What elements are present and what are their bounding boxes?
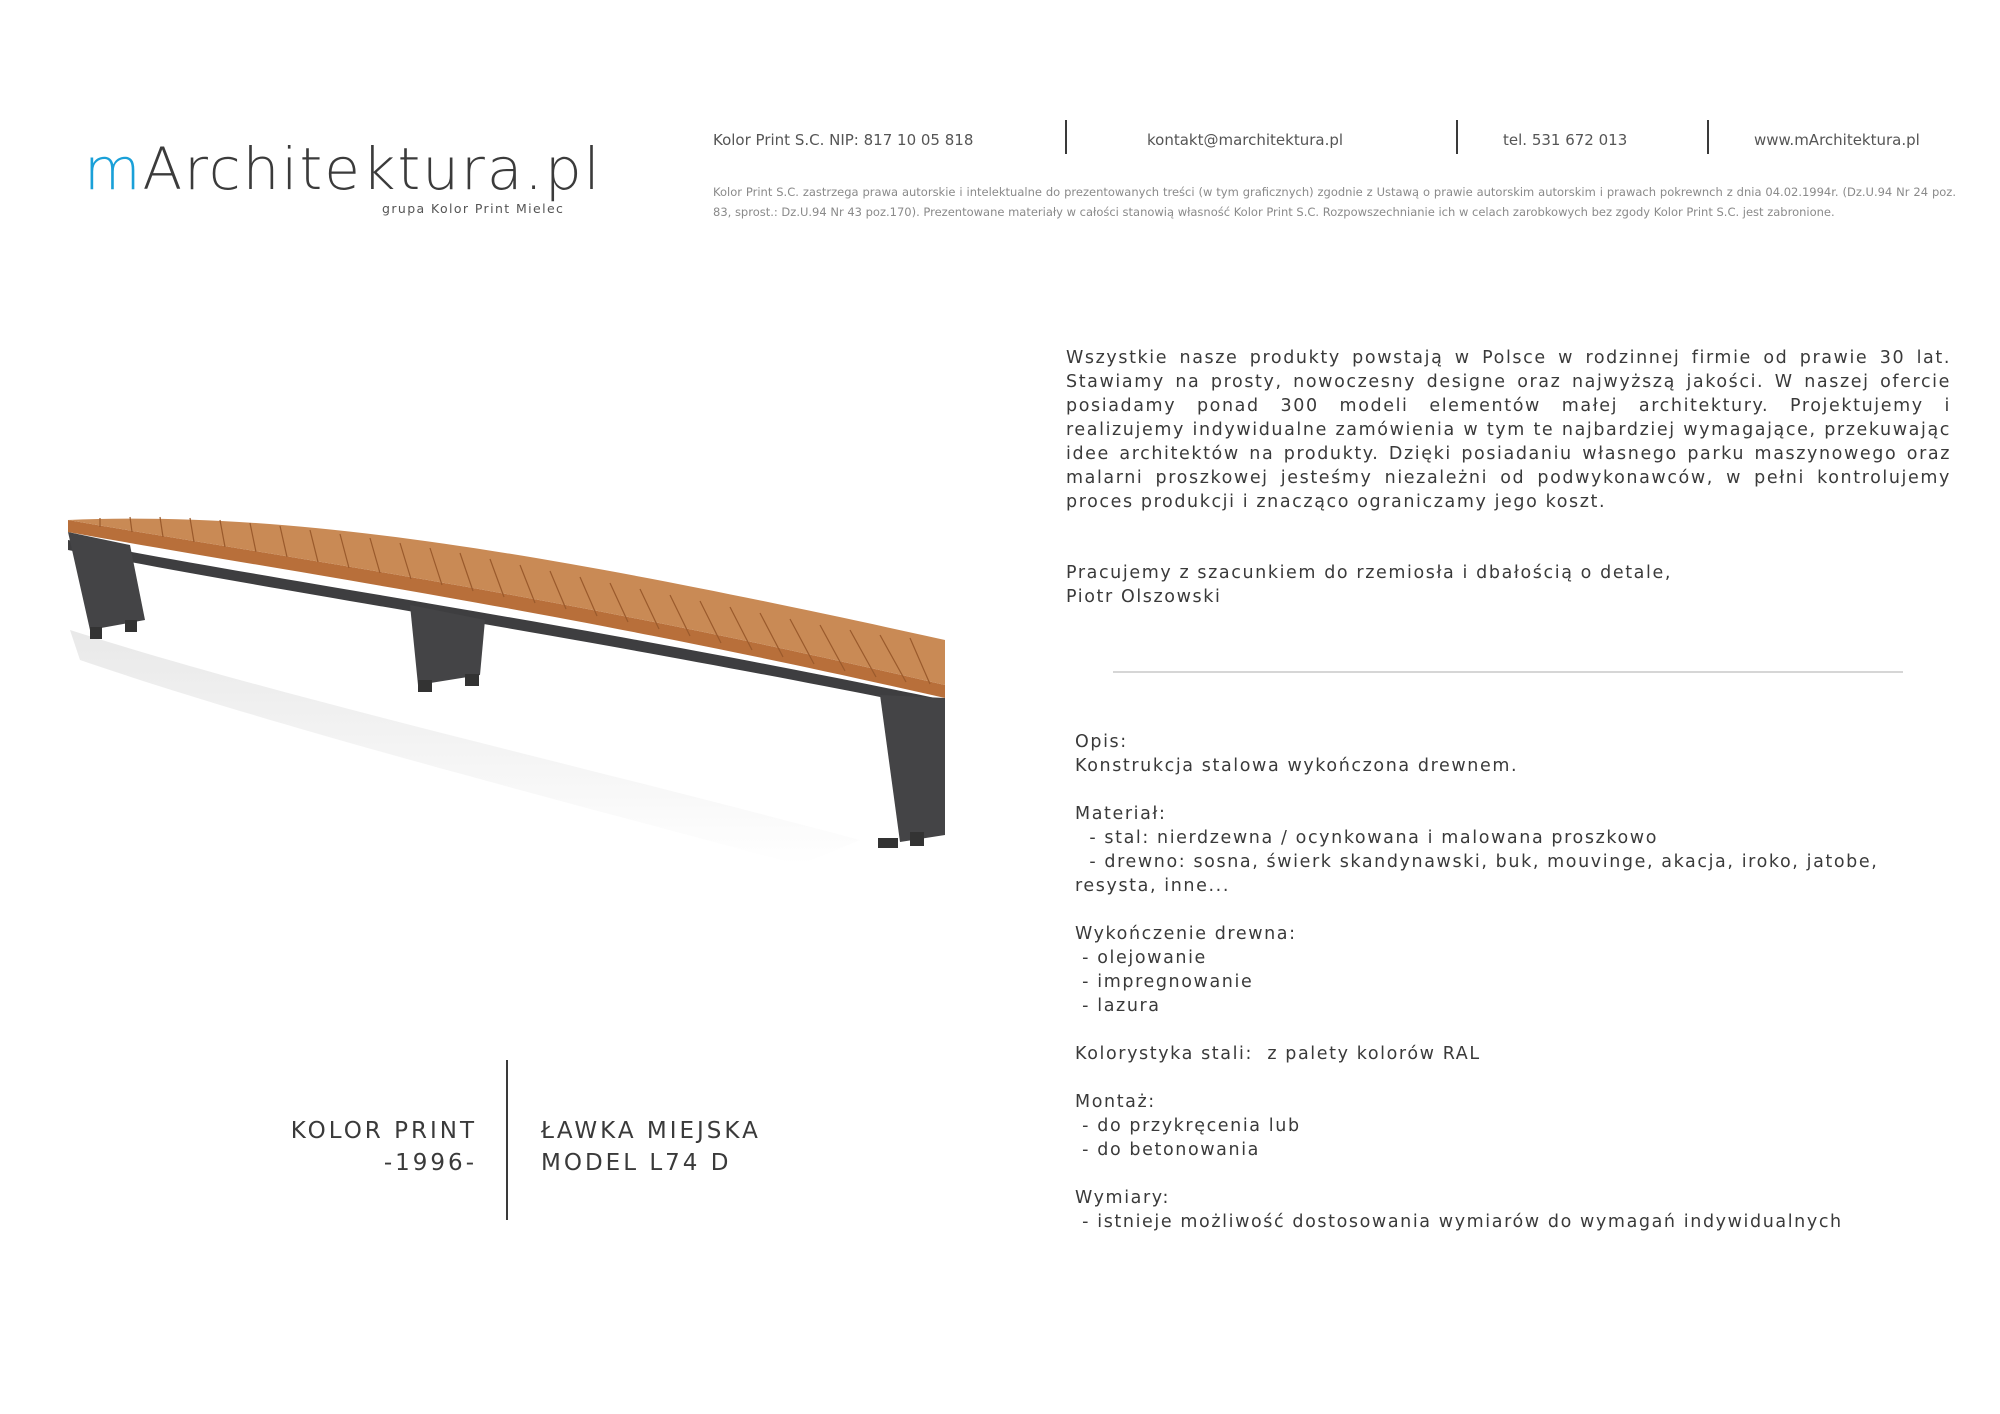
material-label: Materiał: (1075, 804, 1167, 824)
closing-note (1066, 561, 1951, 609)
logo (84, 135, 602, 203)
finish-item: - olejowanie (1075, 948, 1207, 968)
logo-text: Architektura.pl (142, 135, 602, 203)
finish-item: - lazura (1075, 996, 1161, 1016)
dimensions-text: - istnieje możliwość dostosowania wymiarów do wymagań indywidualnych (1075, 1212, 1843, 1232)
mount-label: Montaż: (1075, 1092, 1156, 1112)
brand-block (270, 1115, 477, 1179)
logo-subtitle: grupa Kolor Print Mielec (382, 201, 565, 216)
material-wood: - drewno: sosna, świerk skandynawski, buk, mouvinge, akacja, iroko, jatobe, resysta, inne... (1075, 852, 1886, 896)
intro-paragraph (1066, 346, 1951, 514)
description-block (1075, 730, 1955, 778)
dimensions-block (1075, 1186, 1955, 1234)
product-title (541, 1115, 941, 1179)
closing-text: Pracujemy z szacunkiem do rzemiosła i dbałością o detale, (1066, 563, 1672, 583)
brand-name: KOLOR PRINT (290, 1118, 477, 1144)
header-divider (1707, 120, 1709, 154)
mount-item: - do betonowania (1075, 1140, 1260, 1160)
color-block (1075, 1042, 1955, 1066)
bench-image (40, 470, 960, 910)
product-specs (1075, 730, 1955, 1258)
email-link[interactable]: kontakt@marchitektura.pl (1147, 131, 1344, 149)
material-steel: - stal: nierdzewna / ocynkowana i malowana proszkowo (1075, 828, 1658, 848)
dimensions-label: Wymiary: (1075, 1188, 1170, 1208)
intro-text: Wszystkie nasze produkty powstają w Polsce w rodzinnej firmie od prawie 30 lat. Stawiamy na prosty, nowoczesny designe oraz najwyższą jakości. W naszej ofercie posiadamy ponad 300 modeli elementów małej architektury. Projektujemy i realizujemy indywidualne zamówienia w tym te najbardziej wymagające, przekuwając idee architektów na produkty. Dzięki posiadaniu własnego parku maszynowego oraz malarni proszkowej jesteśmy niezależni od podwykonawców, w pełni kontrolujemy proces produkcji i znacząco ograniczamy jego koszt. (1066, 348, 1951, 512)
color-line: Kolorystyka stali: z palety kolorów RAL (1075, 1044, 1481, 1064)
description-text: Konstrukcja stalowa wykończona drewnem. (1075, 756, 1519, 776)
header-divider (1065, 120, 1067, 154)
description-label: Opis: (1075, 732, 1128, 752)
company-info: Kolor Print S.C. NIP: 817 10 05 818 (713, 131, 974, 149)
header-divider (1456, 120, 1458, 154)
logo-prefix: m (84, 135, 143, 203)
phone-link[interactable]: tel. 531 672 013 (1503, 131, 1628, 149)
material-block (1075, 802, 1955, 898)
finish-label: Wykończenie drewna: (1075, 924, 1297, 944)
title-divider (506, 1060, 508, 1220)
mount-block (1075, 1090, 1955, 1162)
section-divider (1113, 671, 1903, 673)
product-name: ŁAWKA MIEJSKA (541, 1118, 761, 1144)
finish-item: - impregnowanie (1075, 972, 1254, 992)
signature: Piotr Olszowski (1066, 587, 1222, 607)
website-link[interactable]: www.mArchitektura.pl (1754, 131, 1920, 149)
mount-item: - do przykręcenia lub (1075, 1116, 1301, 1136)
legal-notice: Kolor Print S.C. zastrzega prawa autorskie i intelektualne do prezentowanych treści (w tym graficznych) zgodnie z Ustawą o prawie autorskim autorskim i prawach pokrewnch z dnia 04.02.1994r. (Dz.U.94 Nr 24 poz. 83, sprost.: Dz.U.94 Nr 43 poz.170). Prezentowane materiały w całości stanowią własność Kolor Print S.C. Rozpowszechnianie ich w celach zarobkowych bez zgody Kolor Print S.C. jest zabronione. (713, 185, 1956, 219)
brand-year: -1996- (383, 1150, 477, 1176)
product-model: MODEL L74 D (541, 1150, 732, 1176)
finish-block (1075, 922, 1955, 1018)
